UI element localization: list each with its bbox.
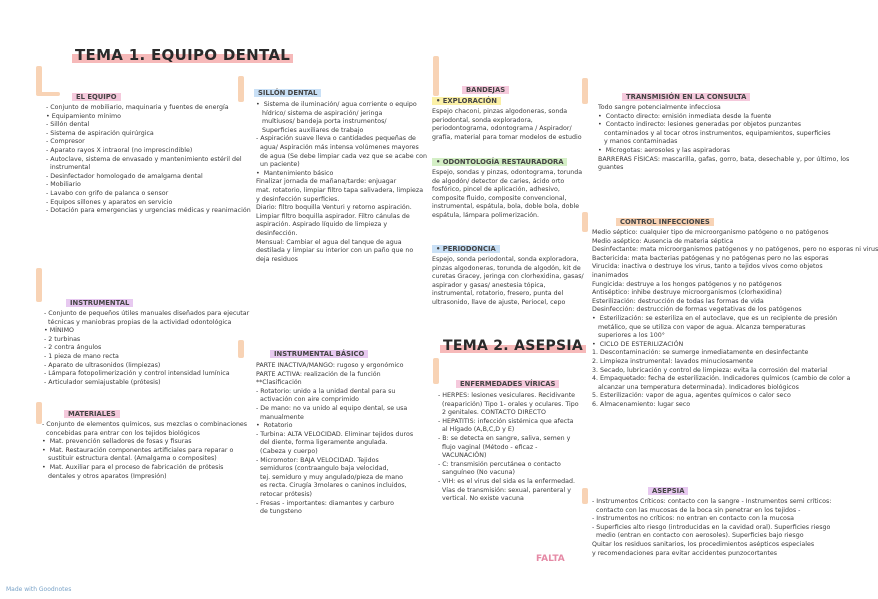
sillon-line: destilada y limpiar su interior con un paño que no [256,247,414,255]
sillon-line: hídrico/ sistema de aspiración/ jeringa [256,109,383,117]
odontologia-line: espátula, lámpara polimerización. [432,211,540,219]
control-line: metálico, que se utiliza con vapor de agua. Alcanza temperaturas [592,323,806,331]
section-instrumental [44,310,250,387]
equipo-line: - Autoclave, sistema de envasado y mantenimiento estéril del [46,155,242,163]
transmision-line: BARRERAS FÍSICAS: mascarilla, gafas, gorro, bata, desechable y, por último, los [598,155,850,163]
control-line: Desinfección: destrucción de formas vegetativas de los patógenos [592,306,802,314]
periodoncia-line: ultrasonido, llave de ajuste, Periocel, cepo [432,298,566,306]
instrumental-line: - Aparato de ultrasonidos (limpiezas) [44,361,161,369]
heading-sillon-dental: SILLÓN DENTAL [254,89,321,97]
instrumental-basico-line: tej. semiduro y muy angulado/pieza de mano [256,473,403,481]
sillon-line: • Sistema de iluminación/ agua corriente o equipo [256,101,417,108]
title-tema2 [440,338,586,354]
sillon-line: Mensual: Cambiar el agua del tanque de agua [256,238,402,246]
sillon-line: - Aspiración suave lleva o cantidades pequeñas de [256,135,416,143]
control-line: 1. Descontaminación: se sumerge inmediatamente en desinfectante [592,349,809,357]
orange-bar-col2 [238,76,244,102]
materiales-line: - Conjunto de elementos químicos, sus mezclas o combinaciones [42,421,248,428]
heading-materiales: MATERIALES [64,410,120,418]
control-line: 6. Almacenamiento: lugar seco [592,400,691,408]
sillon-line: deja residuos [256,255,298,263]
periodoncia-line: instrumental, rotatorio, fresero, punta del [432,290,564,298]
control-line: Virucida: inactiva o destruye los virus, tanto a tejidos vivos como objetos [592,263,823,271]
sillon-line: de agua (Se debe limpiar cada vez que se acabe con [256,152,427,160]
transmision-line: Todo sangre potencialmente infecciosa [598,104,721,111]
instrumental-line: - 2 contra ángulos [44,344,102,352]
control-line: Desinfectante: mata microorganismos patógenos y no patógenos, pero no esporas ni virus [592,246,878,254]
instrumental-basico-line: - Micromotor: BAJA VELOCIDAD. Tejidos [256,456,379,464]
transmision-line: contaminados y al tocar otros instrumentos, equipamientos, superficies [598,129,831,137]
exploracion-line: grafía, material para tomar modelos de estudio [432,133,582,141]
section-transmision [598,104,850,173]
odontologia-line: de algodón/ detector de caries, ácido orto [432,177,565,185]
heading-odontologia: • ODONTOLOGÍA RESTAURADORA [432,158,567,166]
instrumental-line: técnicas y maniobras propias de la actividad odontológica [44,318,232,326]
periodoncia-line: aspirador y gasas/ anestesia tópica, [432,281,546,289]
control-line: 5. Esterilización: vapor de agua, agentes químicos o calor seco [592,392,791,400]
sillon-line: Diario: filtro boquilla Venturi y retorno aspiración. [256,204,412,212]
sillon-line: • Mantenimiento básico [256,169,334,177]
orange-bar-col1b [36,268,42,302]
instrumental-basico-line: - Fresas - importantes: diamantes y carburo [256,499,394,507]
section-exploracion [432,108,582,142]
enfermedades-line: 2 genitales. CONTACTO DIRECTO [438,409,546,417]
instrumental-basico-line: - Turbina: ALTA VELOCIDAD. Eliminar tejidos duros [256,430,414,438]
equipo-line: - Conjunto de mobiliario, maquinaria y fuentes de energía [46,104,229,111]
control-line: 2. Limpieza instrumental: lavados minuciosamente [592,357,754,365]
enfermedades-line: flujo vaginal (Método - eficaz - [438,443,538,451]
falta-stamp: FALTA [536,554,565,564]
materiales-line: • Mat. prevención selladores de fosas y fisuras [42,438,192,446]
heading-enfermedades-viricas: ENFERMEDADES VÍRICAS [456,380,559,388]
asepsia-line: medio (entran en contacto con aerosoles). Superficies bajo riesgo [592,532,804,540]
heading-control-infecciones: CONTROL INFECCIONES [616,218,714,226]
instrumental-line: - 1 pieza de mano recta [44,352,119,360]
section-enfermedades-viricas [438,392,588,504]
section-odontologia [432,169,582,221]
enfermedades-line: - VIH: es el virus del sida es la enfermedad. [438,477,575,485]
materiales-line: • Mat. Auxiliar para el proceso de fabricación de prótesis [42,463,224,471]
equipo-line: • Equipamiento mínimo [46,112,121,120]
materiales-line: concebidas para entrar con los tejidos biológicos [42,429,200,437]
instrumental-line: • MÍNIMO [44,327,74,335]
equipo-line: instrumental [46,164,91,172]
control-line: Antiséptico: inhibe destruye microorganismos (clorhexidina) [592,289,782,297]
instrumental-basico-line: **Clasificación [256,379,302,387]
enfermedades-line: (reaparición) Tipo 1- orales y oculares. Tipo [438,400,579,408]
instrumental-basico-line: es recta. Cirugía 3molares o caninos incluidos, [256,482,407,490]
exploracion-line: periodontal, sonda exploradora, [432,116,533,124]
orange-bar-col1-h [36,92,60,96]
instrumental-basico-line: - Rotatorio: unido a la unidad dental para su [256,387,396,395]
transmision-line: • Contacto indirecto: lesiones generadas por objetos punzantes [598,121,802,129]
orange-bar-col2b [238,340,244,358]
heading-periodoncia: • PERIODONCIA [432,245,500,253]
control-line: 3. Secado, lubricación y control de limpieza: evita la corrosión del material [592,366,828,374]
title-tema1 [72,46,293,64]
sillon-line: multiusos/ bandeja porta instrumentos/ [256,118,387,126]
heading-exploracion: • EXPLORACIÓN [432,97,501,105]
materiales-line: sustituir estructura dental. (Amalgama o composites) [42,455,217,463]
section-sillon-dental [256,101,426,264]
control-line: Fungicida: destruye a los hongos patógenos y no patógenos [592,280,782,288]
periodoncia-line: Espejo, sonda periodontal, sonda exploradora, [432,256,579,263]
section-asepsia [592,498,836,558]
equipo-line: - Compresor [46,138,85,146]
sillon-line: Superficies auxiliares de trabajo [256,126,364,134]
periodoncia-line: pinzas algodoneras, torunda de algodón, kit de [432,264,581,272]
instrumental-line: - Conjunto de pequeños útiles manuales diseñados para ejecutar [44,310,250,317]
equipo-line: - Sillón dental [46,121,90,129]
transmision-line: guantes [598,164,624,172]
equipo-line: - Mobiliario [46,181,81,189]
equipo-line: - Desinfectador homologado de amalgama dental [46,172,203,180]
sillon-line: Finalizar jornada de mañana/tarde: enjuagar [256,178,397,186]
title-tema2-text: TEMA 2. ASEPSIA [440,338,586,354]
sillon-line: aspiración. Aspirado líquido de limpieza y [256,221,388,229]
transmision-line: y manos contaminadas [598,138,678,146]
control-line: inanimados [592,271,629,279]
instrumental-line: - Lámpara fotopolimerización y control intensidad lumínica [44,370,230,378]
heading-transmision: TRANSMISIÓN EN LA CONSULTA [622,93,750,101]
orange-bar-col3 [433,56,439,96]
instrumental-basico-line: manualmente [256,413,304,421]
enfermedades-line: - C: transmisión percutánea o contacto [438,460,561,468]
heading-el-equipo: EL EQUIPO [72,93,121,101]
asepsia-line: Quitar los residuos sanitarios, los procedimientos asépticos especiales [592,540,815,548]
enfermedades-line: - HERPES: lesiones vesiculares. Recidivante [438,392,576,399]
section-control-infecciones [592,229,878,409]
sillon-line: mat. rotatorio, limpiar filtro tapa salivadera, limpieza [256,186,424,194]
orange-bar-col1 [36,66,42,94]
instrumental-basico-line: del diente, forma ligeramente angulada. [256,439,388,447]
equipo-line: - Equipos sillones y aparatos en servicio [46,198,173,206]
transmision-line: • Contacto directo: emisión inmediata desde la fuente [598,112,772,120]
instrumental-line: - 2 turbinas [44,335,81,343]
sillon-line: y desinfección superficies. [256,195,340,203]
instrumental-basico-line: - De mano: no va unido al equipo dental, se usa [256,404,408,412]
section-periodoncia [432,256,582,308]
orange-bar-col4 [582,78,588,104]
control-line: Medio aséptico: Ausencia de materia séptica [592,237,734,245]
orange-bar-col3b [433,358,439,384]
equipo-line: - Aparato rayos X intraoral (no imprescindible) [46,146,193,154]
periodoncia-line: curetas Gracey, jeringa con clorhexidina, gasas/ [432,273,584,281]
section-instrumental-basico [256,362,428,517]
heading-asepsia: ASEPSIA [648,487,688,495]
sillon-line: agua/ Aspiración más intensa volúmenes mayores [256,143,419,151]
control-line: superiores a los 100° [592,332,665,340]
control-line: Bactericida: mata bacterias patógenas y no patógenas pero no las esporas [592,254,829,262]
enfermedades-line: - HEPATITIS: infección sistémica que afecta [438,417,574,425]
section-materiales [42,421,248,481]
instrumental-line: - Articulador semiajustable (prótesis) [44,378,161,386]
asepsia-line: - Superficies alto riesgo (introducidas en la cavidad oral). Superficies riesgo [592,523,831,531]
enfermedades-line: VACUNACIÓN) [438,452,487,460]
control-line: • CICLO DE ESTERILIZACIÓN [592,340,684,348]
asepsia-line: y recomendaciones para evitar accidentes punzocortantes [592,549,778,557]
exploracion-line: periodontograma, odontograma / Aspirador/ [432,125,572,133]
materiales-line: dentales y otros aparatos (Impresión) [42,472,167,480]
heading-instrumental-basico: INSTRUMENTAL BÁSICO [270,350,368,358]
odontologia-line: fosfórico, pincel de aplicación, adhesivo, [432,186,560,194]
sillon-line: desinfección. [256,229,298,237]
instrumental-basico-line: (Cabeza y cuerpo) [256,447,318,455]
instrumental-basico-line: activación con aire comprimido [256,396,359,404]
instrumental-basico-line: semiduros (contraangulo baja velocidad, [256,465,389,473]
odontologia-line: composite fluido, composite convencional, [432,194,567,202]
instrumental-basico-line: • Rotatorio [256,422,293,430]
transmision-line: • Microgotas: aerosoles y las aspiradoras [598,146,730,154]
enfermedades-line: vertical. No existe vacuna [438,495,524,503]
equipo-line: - Dotación para emergencias y urgencias médicas y reanimación [46,207,251,215]
instrumental-basico-line: retocar prótesis) [256,490,312,498]
odontologia-line: Espejo, sondas y pinzas, odontograma, torunda [432,169,583,176]
enfermedades-line: al Hígado (A,B,C,D y E) [438,426,515,434]
enfermedades-line: Vías de transmisión: sexual, parenteral y [438,486,571,494]
instrumental-basico-line: de tungsteno [256,508,302,516]
control-line: alcanzar una temperatura determinada). Indicadores biológicos [592,383,799,391]
asepsia-line: - Instrumentos Críticos: contacto con la sangre - Instrumentos semi críticos: [592,498,832,505]
control-line: Medio séptico: cualquier tipo de microorganismo patógeno o no patógenos [592,229,829,236]
exploracion-line: Espejo chaconi, pinzas algodoneras, sonda [432,108,568,115]
equipo-line: - Sistema de aspiración quirúrgica [46,129,154,137]
heading-bandejas: BANDEJAS [462,86,509,94]
odontologia-line: instrumental, espátula, bola, doble bola, doble [432,203,580,211]
equipo-line: - Lavabo con grifo de palanca o sensor [46,189,169,197]
control-line: • Esterilización: se esteriliza en el autoclave, que es un recipiente de presión [592,314,838,322]
asepsia-line: - Instrumentos no críticos: no entran en contacto con la mucosa [592,515,795,523]
enfermedades-line: - B: se detecta en sangre, saliva, semen y [438,434,571,442]
sillon-line: Limpiar filtro boquilla aspirador. Filtro cánulas de [256,212,410,220]
instrumental-basico-line: PARTE INACTIVA/MANGO: rugoso y ergonómico [256,362,404,369]
control-line: 4. Empaquetado: fecha de esterilización. Indicadores químicos (cambio de color a [592,375,851,383]
materiales-line: • Mat. Restauración componentes artificiales para reparar o [42,446,234,454]
orange-bar-col4b [582,212,588,232]
section-el-equipo [46,104,251,216]
asepsia-line: contacto con las mucosas de la boca sin penetrar en los tejidos - [592,506,801,514]
sillon-line: un paciente) [256,161,300,169]
heading-instrumental: INSTRUMENTAL [66,299,133,307]
goodnotes-watermark: Made with Goodnotes [6,586,72,593]
title-tema1-text: TEMA 1. EQUIPO DENTAL [72,46,293,64]
control-line: Esterilización: destrucción de todas las formas de vida [592,297,764,305]
instrumental-basico-line: PARTE ACTIVA: realización de la función [256,370,381,378]
enfermedades-line: sanguíneo (No vacuna) [438,469,515,477]
